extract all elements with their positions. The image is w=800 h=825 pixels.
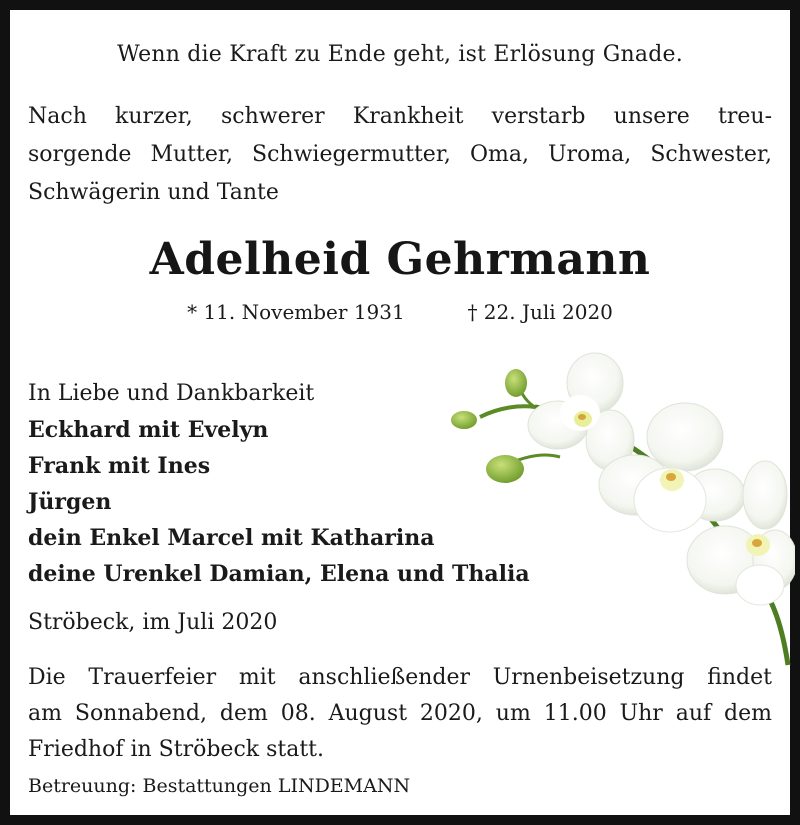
motto-line: Wenn die Kraft zu Ende geht, ist Erlösung Gnade. bbox=[117, 42, 683, 67]
funeral-info bbox=[28, 660, 772, 768]
intro-line-2: sorgende Mutter, Schwiegermutter, Oma, Uroma, Schwester, bbox=[28, 142, 772, 167]
family-member: Jürgen bbox=[28, 489, 112, 515]
family-member: deine Urenkel Damian, Elena und Thalia bbox=[28, 561, 530, 587]
intro-line-3: Schwägerin und Tante bbox=[28, 180, 279, 205]
death-date: † 22. Juli 2020 bbox=[467, 300, 613, 324]
funeral-home-credit: Betreuung: Bestattungen LINDEMANN bbox=[28, 775, 411, 797]
orchid-bud bbox=[505, 369, 527, 397]
orchid-flower bbox=[528, 353, 634, 470]
family-member: Frank mit Ines bbox=[28, 453, 211, 479]
funeral-line-3: Friedhof in Ströbeck statt. bbox=[28, 737, 325, 762]
deceased-name: Adelheid Gehrmann bbox=[149, 234, 651, 285]
family-member: dein Enkel Marcel mit Katharina bbox=[28, 525, 435, 551]
funeral-line-1: Die Trauerfeier mit anschließender Urnenbeisetzung findet bbox=[28, 665, 772, 690]
funeral-line-2: am Sonnabend, dem 08. August 2020, um 11.00 Uhr auf dem bbox=[28, 701, 772, 726]
orchid-illustration bbox=[440, 345, 795, 670]
orchid-bud bbox=[486, 455, 524, 483]
family-member: Eckhard mit Evelyn bbox=[28, 417, 269, 443]
intro-line-1: Nach kurzer, schwerer Krankheit verstarb unsere treu- bbox=[28, 104, 772, 129]
place-and-date: Ströbeck, im Juli 2020 bbox=[28, 610, 278, 635]
orchid-bud bbox=[451, 411, 477, 429]
family-opening: In Liebe und Dankbarkeit bbox=[28, 381, 315, 406]
intro-paragraph bbox=[28, 98, 772, 212]
life-dates bbox=[10, 300, 790, 324]
birth-date: * 11. November 1931 bbox=[187, 300, 405, 324]
